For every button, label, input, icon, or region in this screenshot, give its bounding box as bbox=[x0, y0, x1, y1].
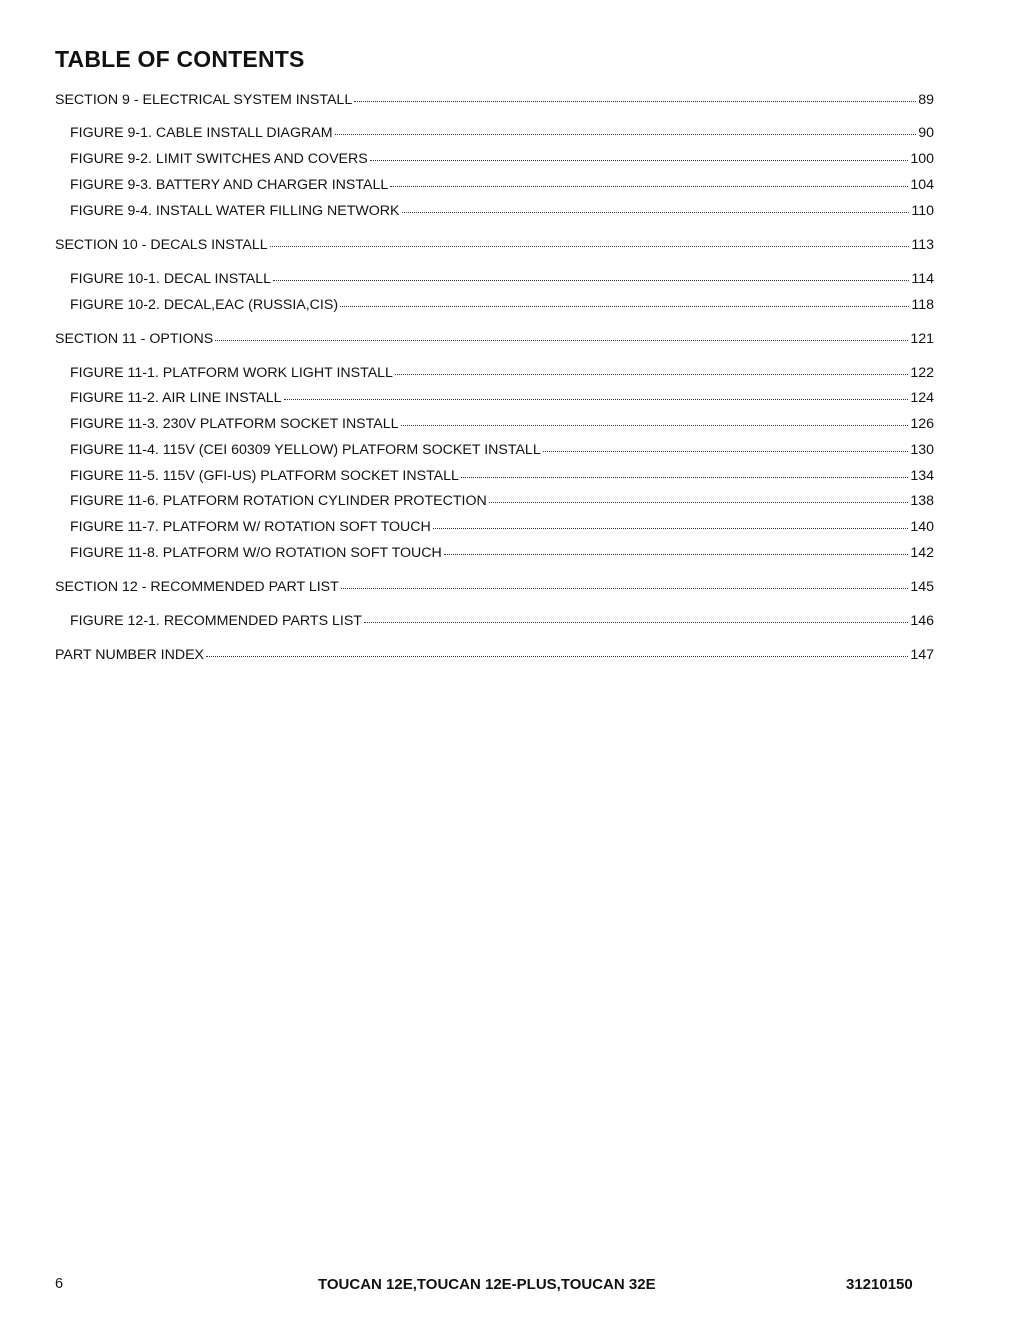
toc-entry-label: FIGURE 11-6. PLATFORM ROTATION CYLINDER PROTECTION bbox=[70, 493, 487, 509]
toc-entry-label: FIGURE 10-1. DECAL INSTALL bbox=[70, 271, 272, 287]
toc-section-entry[interactable] bbox=[55, 329, 934, 348]
footer-document-title: TOUCAN 12E,TOUCAN 12E-PLUS,TOUCAN 32E bbox=[318, 1276, 656, 1293]
toc-entry-label: FIGURE 10-2. DECAL,EAC (RUSSIA,CIS) bbox=[70, 297, 339, 313]
toc-entry-label: FIGURE 9-1. CABLE INSTALL DIAGRAM bbox=[70, 125, 333, 141]
toc-dot-leader bbox=[273, 269, 909, 283]
toc-dot-leader bbox=[370, 149, 909, 163]
toc-entry-page-number: 113 bbox=[911, 237, 934, 253]
toc-figure-entry[interactable] bbox=[70, 543, 934, 562]
toc-section-entry[interactable] bbox=[55, 235, 934, 254]
toc-entry-page-number: 138 bbox=[910, 493, 934, 509]
toc-dot-leader bbox=[390, 175, 908, 189]
toc-entry-label: SECTION 11 - OPTIONS bbox=[55, 331, 214, 347]
toc-figure-entry[interactable] bbox=[70, 440, 934, 459]
footer-document-number: 31210150 bbox=[846, 1276, 913, 1293]
toc-entry-label: FIGURE 11-7. PLATFORM W/ ROTATION SOFT TOUCH bbox=[70, 519, 431, 535]
toc-dot-leader bbox=[433, 517, 909, 531]
toc-figure-entry[interactable] bbox=[70, 123, 934, 142]
toc-figure-entry[interactable] bbox=[70, 295, 934, 314]
toc-figure-entry[interactable] bbox=[70, 175, 934, 194]
toc-entry-page-number: 140 bbox=[910, 519, 934, 535]
toc-entry-label: FIGURE 12-1. RECOMMENDED PARTS LIST bbox=[70, 613, 362, 629]
toc-entry-page-number: 130 bbox=[910, 442, 934, 458]
toc-dot-leader bbox=[215, 329, 908, 343]
toc-dot-leader bbox=[354, 90, 916, 104]
toc-figure-entry[interactable] bbox=[70, 388, 934, 407]
toc-entry-page-number: 124 bbox=[910, 390, 934, 406]
toc-entry-label: FIGURE 11-5. 115V (GFI-US) PLATFORM SOCKET INSTALL bbox=[70, 468, 459, 484]
toc-section-entry[interactable] bbox=[55, 645, 934, 664]
toc-entry-label: FIGURE 11-2. AIR LINE INSTALL bbox=[70, 390, 282, 406]
toc-section-entry[interactable] bbox=[55, 90, 934, 109]
toc-entry-label: SECTION 12 - RECOMMENDED PART LIST bbox=[55, 579, 339, 595]
toc-figure-entry[interactable] bbox=[70, 517, 934, 536]
toc-entry-page-number: 100 bbox=[910, 151, 934, 167]
toc-dot-leader bbox=[395, 363, 908, 377]
toc-entry-label: FIGURE 9-4. INSTALL WATER FILLING NETWORK bbox=[70, 203, 400, 219]
page-title: TABLE OF CONTENTS bbox=[55, 46, 305, 72]
toc-dot-leader bbox=[340, 295, 909, 309]
page-footer bbox=[0, 1276, 1024, 1296]
toc-dot-leader bbox=[444, 543, 909, 557]
toc-entry-label: FIGURE 11-3. 230V PLATFORM SOCKET INSTALL bbox=[70, 416, 399, 432]
toc-entry-page-number: 90 bbox=[918, 125, 934, 141]
toc-dot-leader bbox=[543, 440, 909, 454]
toc-entry-page-number: 134 bbox=[910, 468, 934, 484]
toc-entry-label: SECTION 10 - DECALS INSTALL bbox=[55, 237, 268, 253]
toc-figure-entry[interactable] bbox=[70, 201, 934, 220]
toc-dot-leader bbox=[489, 491, 909, 505]
toc-entry-label: FIGURE 9-2. LIMIT SWITCHES AND COVERS bbox=[70, 151, 368, 167]
toc-dot-leader bbox=[461, 466, 908, 480]
toc-entry-page-number: 126 bbox=[910, 416, 934, 432]
footer-page-number: 6 bbox=[55, 1276, 64, 1292]
toc-dot-leader bbox=[206, 645, 908, 659]
toc-dot-leader bbox=[335, 123, 917, 137]
toc-figure-entry[interactable] bbox=[70, 363, 934, 382]
toc-figure-entry[interactable] bbox=[70, 149, 934, 168]
toc-entry-page-number: 122 bbox=[910, 365, 934, 381]
toc-entry-label: FIGURE 11-4. 115V (CEI 60309 YELLOW) PLATFORM SOCKET INSTALL bbox=[70, 442, 541, 458]
toc-entry-page-number: 118 bbox=[911, 297, 934, 313]
toc-figure-entry[interactable] bbox=[70, 269, 934, 288]
toc-entry-label: FIGURE 11-1. PLATFORM WORK LIGHT INSTALL bbox=[70, 365, 393, 381]
toc-dot-leader bbox=[401, 414, 909, 428]
toc-entry-label: FIGURE 9-3. BATTERY AND CHARGER INSTALL bbox=[70, 177, 389, 193]
toc-figure-entry[interactable] bbox=[70, 611, 934, 630]
toc-figure-entry[interactable] bbox=[70, 491, 934, 510]
toc-dot-leader bbox=[270, 235, 910, 249]
toc-entry-page-number: 121 bbox=[910, 331, 934, 347]
toc-entry-page-number: 114 bbox=[911, 271, 934, 287]
toc-entry-page-number: 145 bbox=[910, 579, 934, 595]
toc-section-entry[interactable] bbox=[55, 577, 934, 596]
toc-entry-page-number: 89 bbox=[918, 92, 934, 108]
toc-dot-leader bbox=[341, 577, 909, 591]
toc-entry-page-number: 104 bbox=[910, 177, 934, 193]
toc-entry-page-number: 142 bbox=[910, 545, 934, 561]
toc-dot-leader bbox=[284, 388, 909, 402]
toc-entry-page-number: 147 bbox=[910, 647, 934, 663]
toc-entry-page-number: 110 bbox=[911, 203, 934, 219]
toc-entry-page-number: 146 bbox=[910, 613, 934, 629]
toc-entry-label: PART NUMBER INDEX bbox=[55, 647, 204, 663]
toc-dot-leader bbox=[402, 201, 910, 215]
toc-entry-label: FIGURE 11-8. PLATFORM W/O ROTATION SOFT TOUCH bbox=[70, 545, 442, 561]
toc-dot-leader bbox=[364, 611, 908, 625]
toc-figure-entry[interactable] bbox=[70, 466, 934, 485]
toc-entry-label: SECTION 9 - ELECTRICAL SYSTEM INSTALL bbox=[55, 92, 353, 108]
toc-figure-entry[interactable] bbox=[70, 414, 934, 433]
